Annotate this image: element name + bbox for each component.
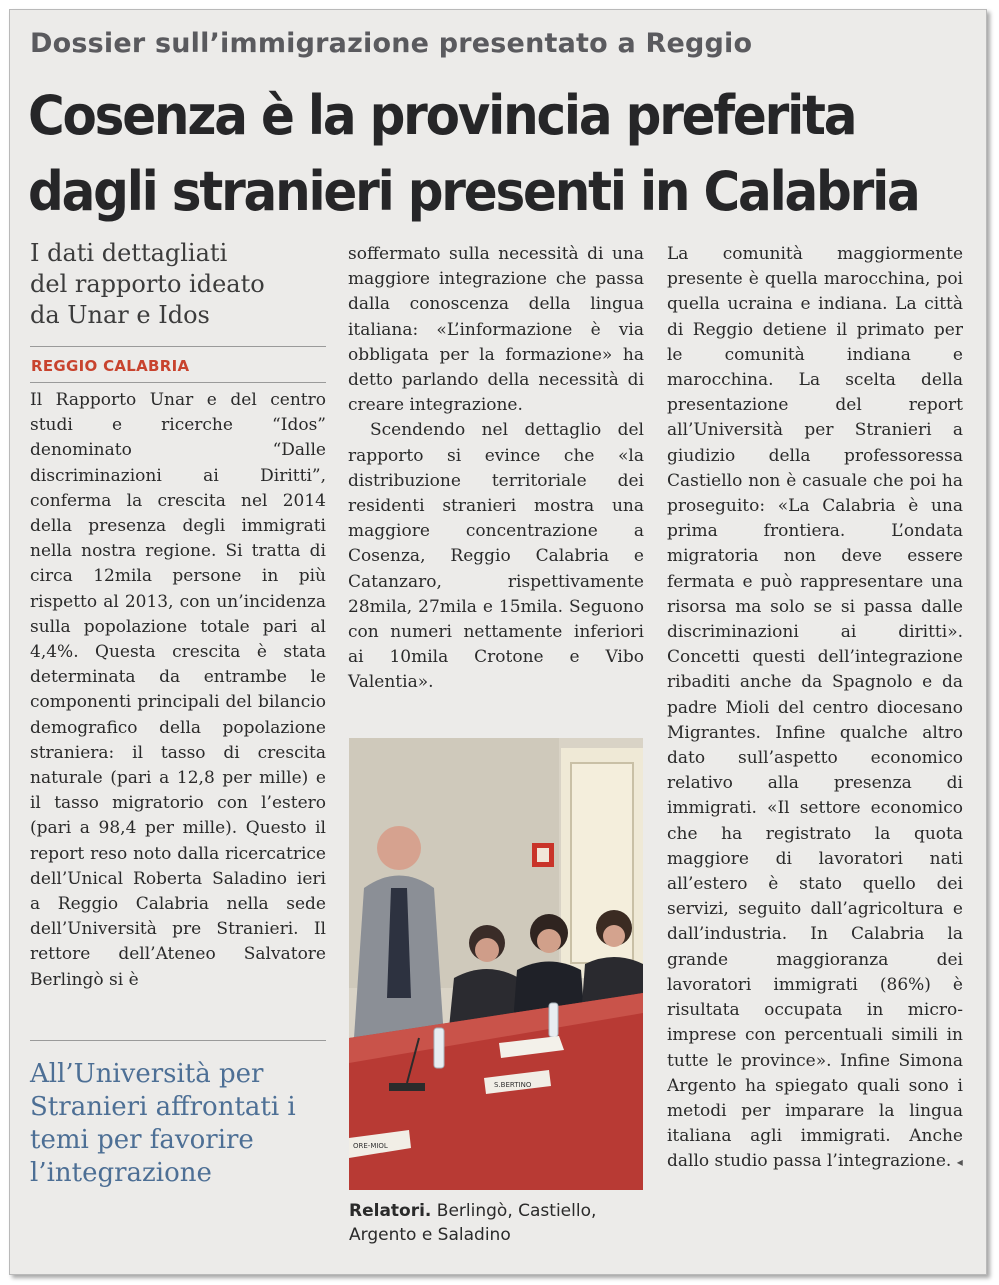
headline-line-2: dagli stranieri presenti in Calabria	[28, 160, 919, 223]
caption-label: Relatori.	[349, 1201, 432, 1221]
headline-line-1: Cosenza è la provincia preferita	[28, 84, 856, 148]
name-card-text: ORE-MIOL	[353, 1142, 388, 1150]
paragraph-text: La comunità maggiormente presente è quella marocchina, poi quella ucraina e indiana. La città di Reggio detiene il primato per le comunità indiana e marocchina. La scelta della presentazione del report all’Università per Stranieri a giudizio della professoressa Castiello non è casuale che poi ha proseguito: «La Calabria è una prima frontiera. L’ondata migratoria non deve essere fermata e può rappresentare una risorsa ma solo se si passa dalle discriminazioni ai diritti». Concetti questi dell’integrazione ribaditi anche da Spagnolo e da padre Mioli del centro diocesano Migrantes. Infine qualche altro dato sull’aspetto economico relativo alla presenza di immigrati. «Il settore economico che ha registrato la quota maggiore di lavoratori nati all’estero è stato quello dei servizi, seguito dall’agricoltura e dall’industria. In Calabria la grande maggioranza dei lavoratori immigrati (86%) è risultata occupata in micro-imprese con percentuali simili in tutte le province». Infine Simona Argento ha spiegato quali sono i metodi per imparare la lingua italiana agli immigrati. Anche dallo studio passa l’integrazione.	[667, 244, 963, 1172]
paragraph	[667, 242, 963, 1176]
byline: REGGIO CALABRIA	[31, 357, 190, 375]
paragraph: soffermato sulla necessità di una maggiore integrazione che passa dalla conoscenza della lingua italiana: «L’informazione è via obbligata per la formazione» ha detto parlando della necessità di creare integrazione.	[348, 244, 644, 416]
column-2	[348, 242, 644, 696]
kicker: Dossier sull’immigrazione presentato a Reggio	[30, 28, 753, 59]
caption-text: Berlingò, Castiello, Argento e Saladino	[349, 1201, 597, 1245]
paragraph: Il Rapporto Unar e del centro studi e ricerche “Idos” denominato “Dalle discriminazioni ai Diritti”, conferma la crescita nel 2014 della presenza degli immigrati nella nostra regione. Si tratta di circa 12mila persone in più rispetto al 2013, con un’incidenza sulla popolazione totale pari al 4,4%. Questa crescita è stata determinata da entrambe le componenti principali del bilancio demografico della popolazione straniera: il tasso di crescita naturale (pari a 12,8 per mille) e il tasso migratorio con l’estero (pari a 98,4 per mille). Questo il report reso noto dalla ricercatrice dell’Unical Roberta Saladino ieri a Reggio Calabria nella sede dell’Università pre Stranieri. Il rettore dell’Ateneo Salvatore Berlingò si è	[30, 390, 326, 990]
name-card-text: S.BERTINO	[494, 1081, 532, 1089]
subhead-line-1: I dati dettagliati	[30, 239, 228, 267]
subhead-line-3: da Unar e Idos	[30, 301, 210, 329]
paragraph: Scendendo nel dettaglio del rapporto si evince che «la distribuzione territoriale dei residenti stranieri mostra una maggiore concentrazione a Cosenza, Reggio Calabria e Catanzaro, rispettivamente 28mila, 27mila e 15mila. Seguono con numeri nettamente inferiori ai 10mila Crotone e Vibo Valentia».	[348, 420, 644, 693]
rule-above-pullquote	[30, 1040, 326, 1041]
subhead	[30, 238, 330, 331]
newspaper-clipping	[9, 9, 987, 1275]
column-3	[667, 242, 963, 1176]
rule-below-byline	[30, 382, 326, 383]
photo-caption	[349, 1199, 649, 1247]
column-1	[30, 388, 326, 993]
rule-above-byline	[30, 346, 326, 347]
end-of-article-icon: ◂	[956, 1155, 963, 1170]
subhead-line-2: del rapporto ideato	[30, 270, 265, 298]
headline	[28, 78, 968, 229]
pullquote: All’Università per Stranieri affrontati i temi per favorire l’integrazione	[30, 1059, 296, 1188]
photo-speakers	[349, 738, 643, 1190]
